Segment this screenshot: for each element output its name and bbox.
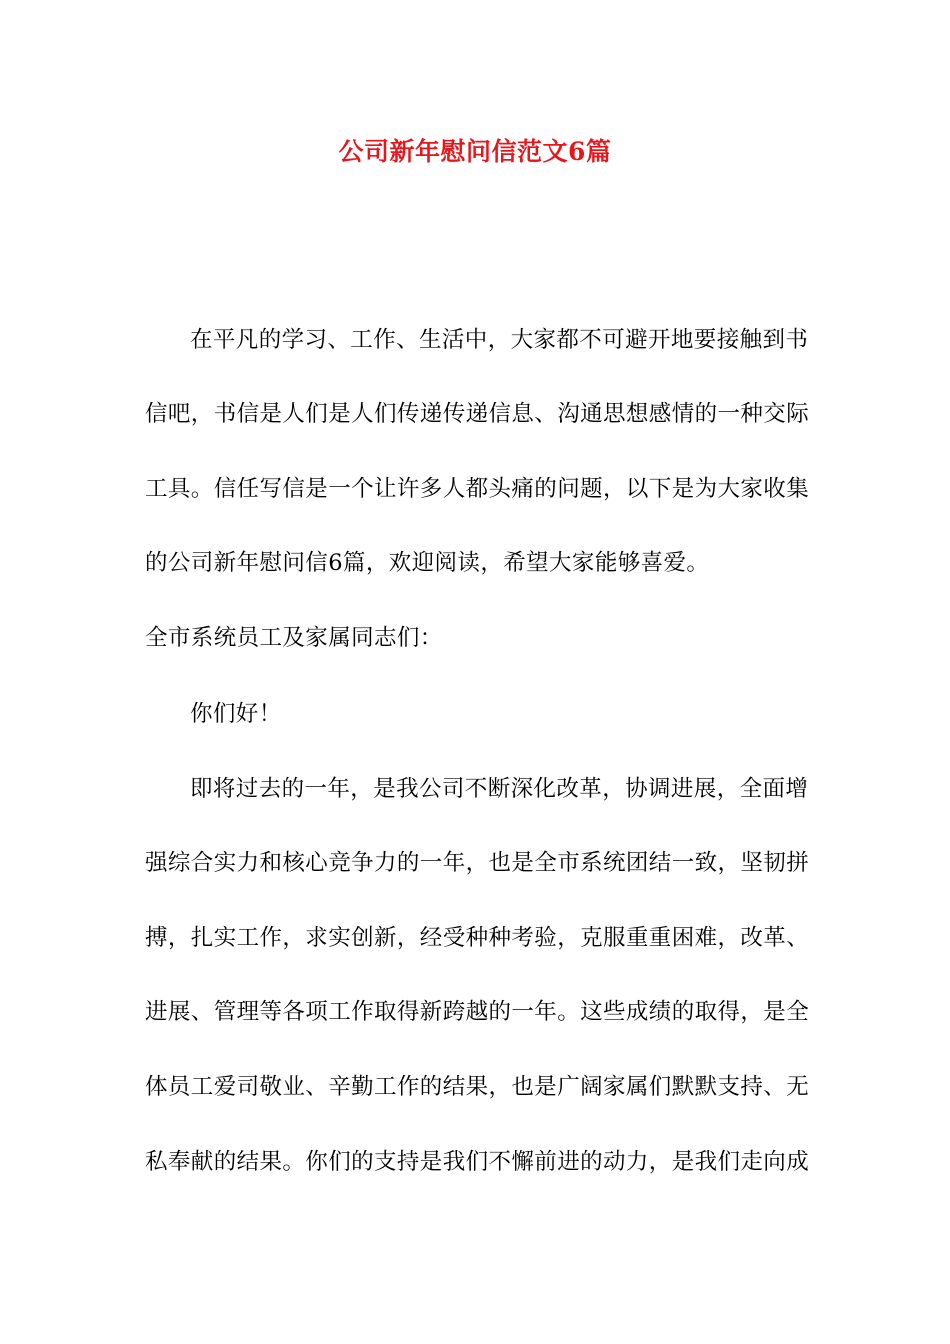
paragraph-line: 信吧，书信是人们是人们传递传递信息、沟通思想感情的一种交际: [145, 401, 810, 427]
paragraph-line: 在平凡的学习、工作、生活中，大家都不可避开地要接触到书: [190, 327, 809, 353]
paragraph-line: 工具。信任写信是一个让许多人都头痛的问题，以下是为大家收集: [145, 476, 810, 502]
paragraph-line: 即将过去的一年，是我公司不断深化改革，协调进展，全面增: [190, 776, 809, 802]
document-title: 公司新年慰问信范文6篇: [338, 137, 612, 166]
paragraph-line: 强综合实力和核心竞争力的一年，也是全市系统团结一致，坚韧拼: [145, 850, 810, 876]
salutation: 全市系统员工及家属同志们：: [145, 625, 443, 651]
paragraph-line: 搏，扎实工作，求实创新，经受种种考验，克服重重困难，改革、: [145, 925, 810, 951]
paragraph-line: 进展、管理等各项工作取得新跨越的一年。这些成绩的取得，是全: [145, 999, 810, 1025]
paragraph-line: 的公司新年慰问信6篇，欢迎阅读，希望大家能够喜爱。: [145, 550, 710, 576]
greeting: 你们好！: [190, 701, 282, 727]
paragraph-line: 体员工爱司敬业、辛勤工作的结果，也是广阔家属们默默支持、无: [145, 1074, 810, 1100]
paragraph-line: 私奉献的结果。你们的支持是我们不懈前进的动力，是我们走向成: [145, 1149, 810, 1175]
